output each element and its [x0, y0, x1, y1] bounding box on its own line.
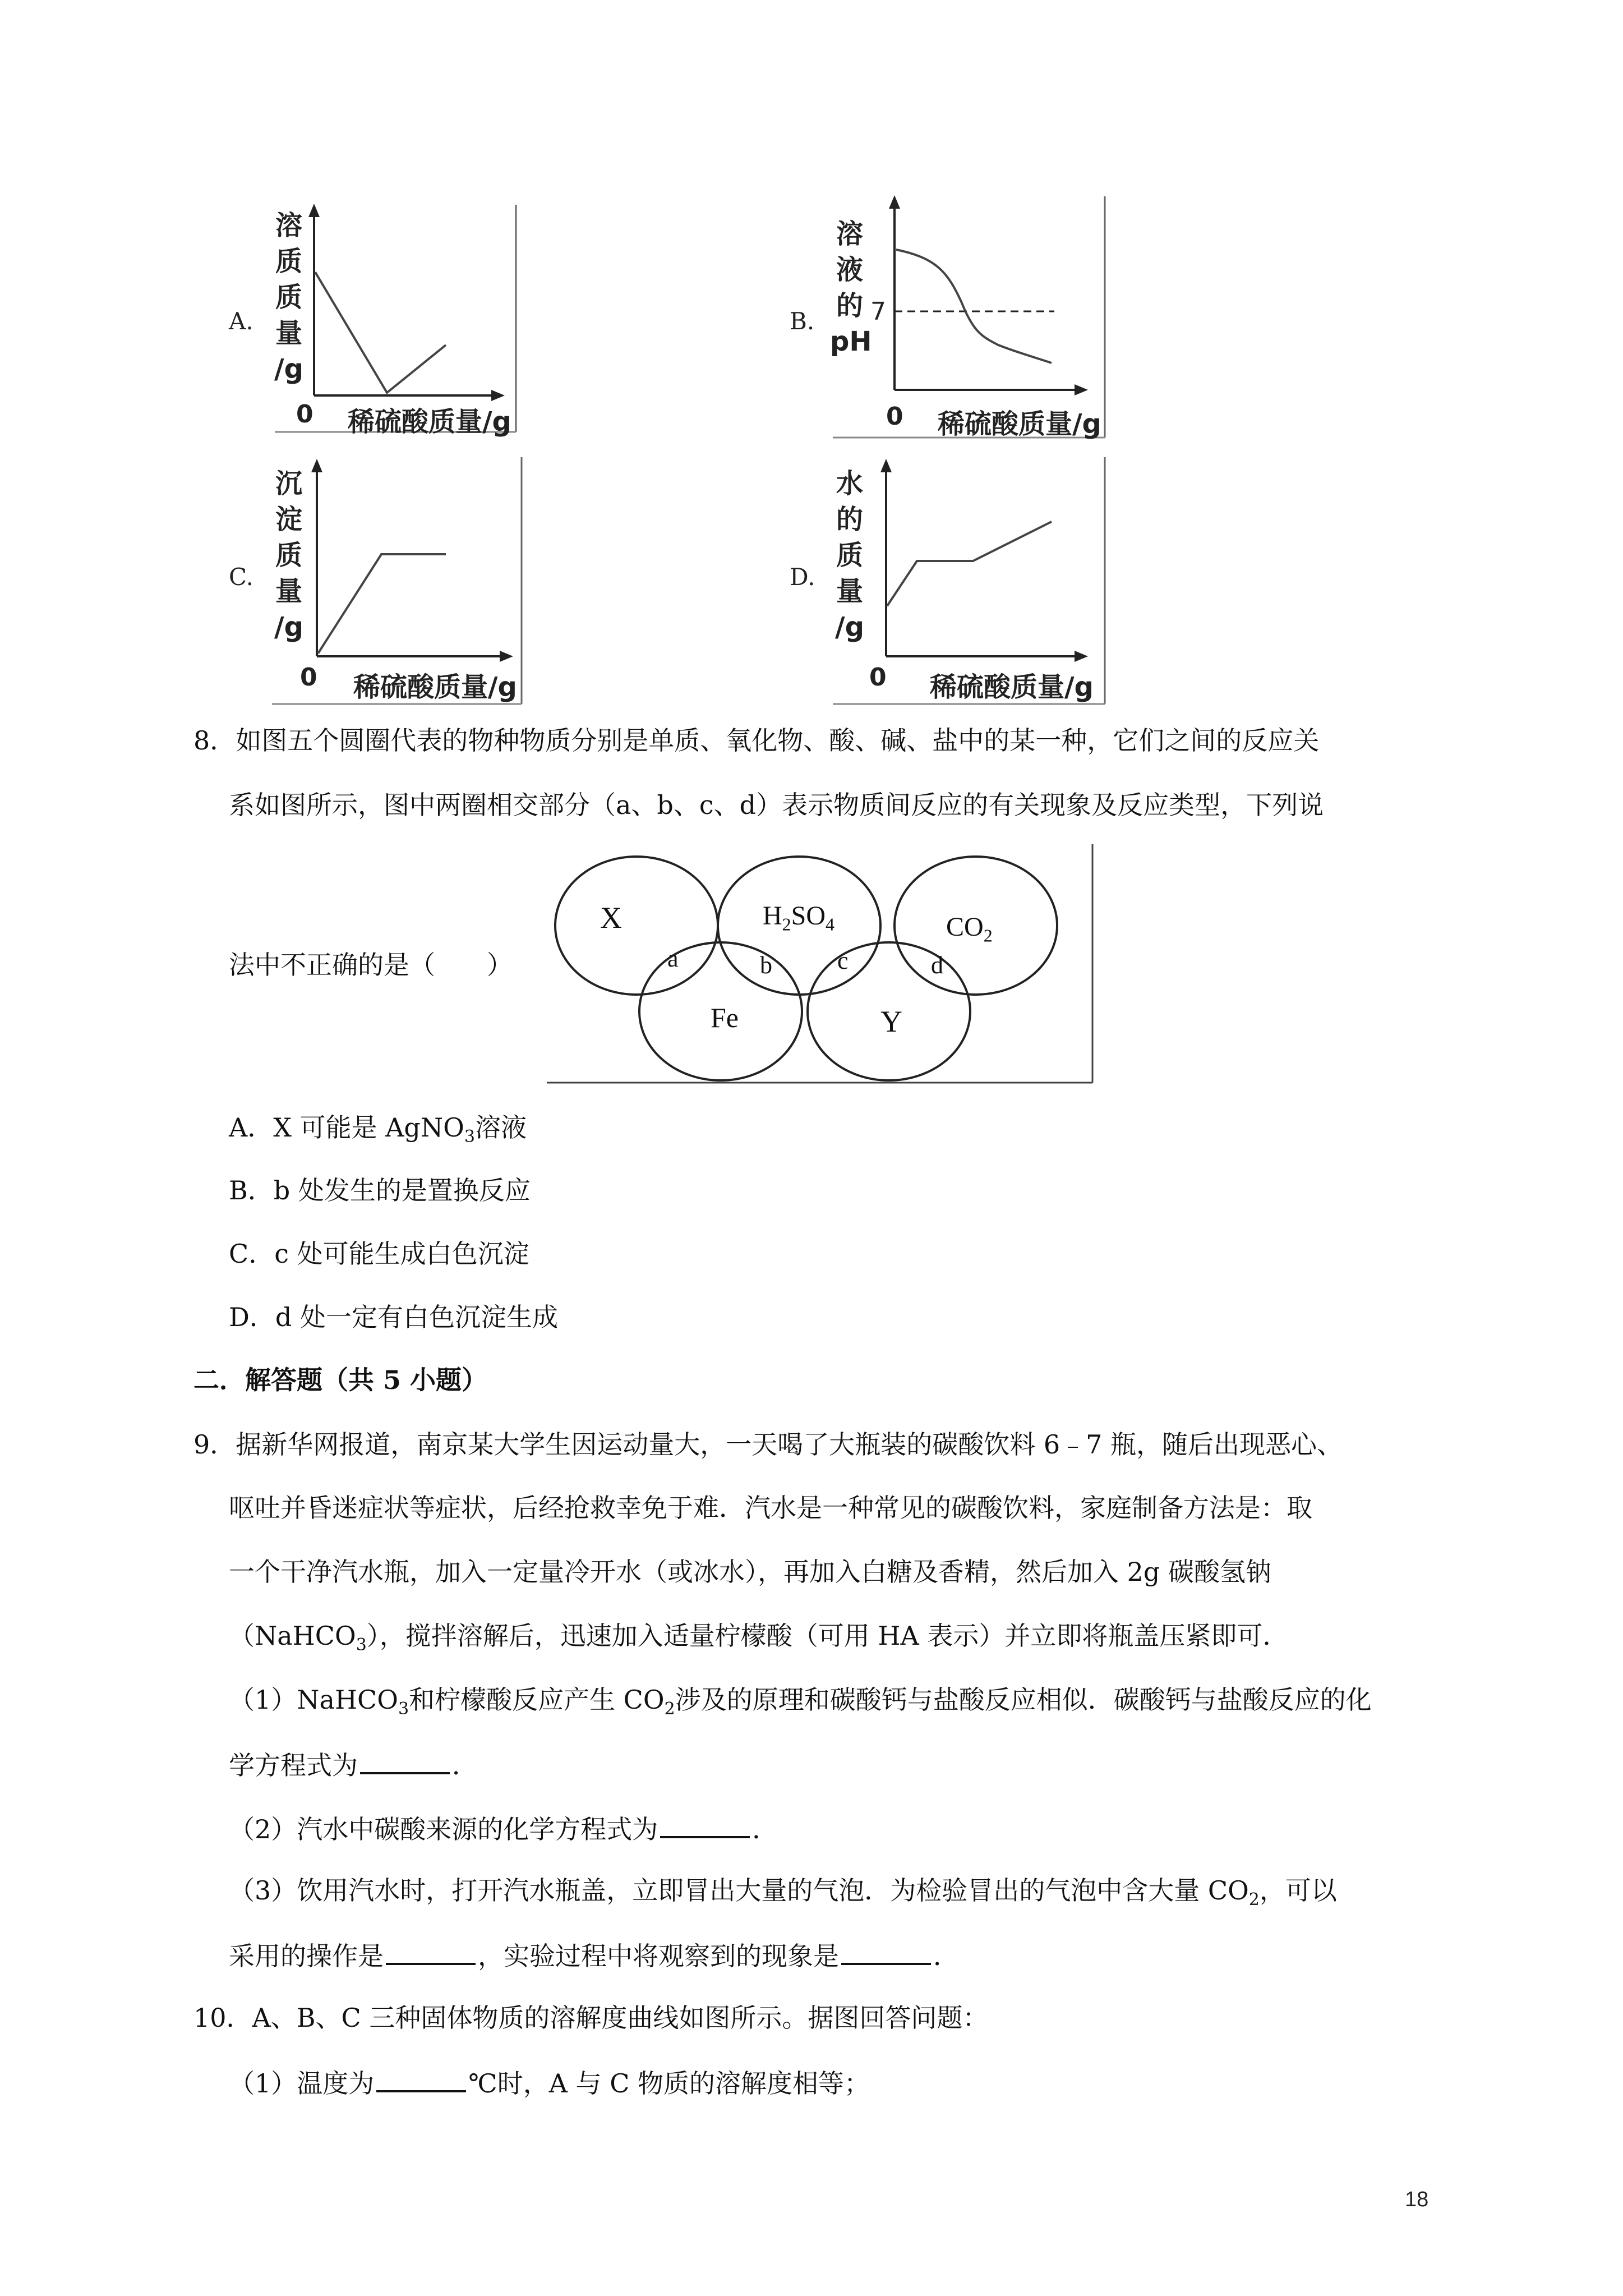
graph-a-origin: 0 [296, 400, 313, 429]
q9-line-2: 呕吐并昏迷症状等症状，后经抢救幸免于难．汽水是一种常见的碳酸饮料，家庭制备方法是：取 [229, 1493, 1312, 1523]
graph-a-xlabel: 稀硫酸质量/g [348, 406, 511, 438]
graph-c-ylabel: 沉 淀 质 量 /g [274, 468, 303, 643]
q9-line-4: （NaHCO$_3$），搅拌溶解后，迅速加入适量柠檬酸（可用 HA 表示）并立即将瓶盖压紧即可． [229, 1621, 1289, 1655]
page-number: 18 [1405, 2188, 1429, 2211]
venn-svg [541, 844, 1096, 1085]
graph-b-xlabel: 稀硫酸质量/g [938, 408, 1101, 440]
q9-part-3-cont: 采用的操作是 ，实验过程中将观察到的现象是 ． [229, 1937, 959, 1973]
graph-c-origin: 0 [300, 663, 317, 692]
q9-part-1-blank[interactable] [360, 1746, 450, 1774]
graph-c [269, 454, 527, 707]
q10-line-1: 10．A、B、C 三种固体物质的溶解度曲线如图所示。据图回答问题： [193, 2003, 989, 2033]
q9-part-2-blank[interactable] [660, 1810, 750, 1838]
graph-a-ylabel: 溶 质 质 量 /g [274, 210, 303, 385]
q9-line-1: 9．据新华网报道，南京某大学生因运动量大，一天喝了大瓶装的碳酸饮料 6﹣7 瓶，随后出现恶心、 [193, 1429, 1343, 1460]
q9-part-2: （2）汽水中碳酸来源的化学方程式为 ． [229, 1810, 778, 1846]
graph-b [830, 194, 1110, 440]
venn-label-x: X [600, 901, 622, 935]
q8-option-b: B．b 处发生的是置换反应 [229, 1175, 531, 1205]
graph-d [830, 454, 1110, 707]
q8-line-3: 法中不正确的是（ ） [229, 950, 513, 980]
q8-option-d: D．d 处一定有白色沉淀生成 [229, 1302, 558, 1332]
venn-label-a: a [667, 945, 679, 972]
graph-b-tick-7: 7 [870, 297, 886, 326]
q10-part-1: （1）温度为 ℃时，A 与 C 物质的溶解度相等； [229, 2064, 870, 2100]
venn-label-fe: Fe [711, 1002, 739, 1033]
q8-option-c: C．c 处可能生成白色沉淀 [229, 1239, 529, 1269]
venn-label-h2so4: $H_2SO_4$ [763, 901, 835, 935]
section-2-heading: 二．解答题（共 5 小题） [193, 1365, 488, 1395]
venn-label-b: b [760, 951, 772, 979]
q9-line-3: 一个干净汽水瓶，加入一定量冷开水（或冰水），再加入白糖及香精，然后加入 2g 碳酸氢钠 [229, 1557, 1271, 1587]
graph-d-xlabel: 稀硫酸质量/g [930, 671, 1094, 703]
q9-part-1: （1）NaHCO$_3$和柠檬酸反应产生 $CO_2$涉及的原理和碳酸钙与盐酸反应相似．碳酸钙与盐酸反应的化 [229, 1685, 1372, 1719]
q9-part-3-blank-1[interactable] [386, 1937, 476, 1965]
q8-line-1: 8．如图五个圆圈代表的物种物质分别是单质、氧化物、酸、碱、盐中的某一种，它们之间的反应关 [193, 725, 1320, 756]
graph-a [269, 199, 527, 438]
q9-part-3-blank-2[interactable] [841, 1937, 931, 1965]
venn-diagram [541, 844, 1096, 1085]
option-d-letter: D. [790, 563, 815, 591]
venn-label-y: Y [880, 1005, 902, 1038]
graph-b-ylabel: 溶 液 的 pH [830, 218, 872, 357]
option-a-letter: A. [229, 307, 253, 335]
venn-label-c: c [837, 947, 849, 974]
q8-option-a: A．X 可能是 AgNO$_3$溶液 [229, 1112, 527, 1147]
graph-b-origin: 0 [886, 402, 903, 431]
q10-part-1-blank[interactable] [376, 2064, 466, 2092]
graph-c-xlabel: 稀硫酸质量/g [353, 671, 517, 703]
q8-line-2: 系如图所示，图中两圈相交部分（a、b、c、d）表示物质间反应的有关现象及反应类型，下列说 [229, 790, 1324, 820]
graph-d-origin: 0 [869, 663, 887, 692]
q9-part-1-cont: 学方程式为 ． [229, 1746, 478, 1782]
venn-label-d: d [931, 951, 943, 979]
q9-part-3: （3）饮用汽水时，打开汽水瓶盖，立即冒出大量的气泡．为检验冒出的气泡中含大量 $CO_2$，可以 [229, 1875, 1337, 1910]
option-c-letter: C. [229, 563, 253, 591]
graph-d-ylabel: 水 的 质 量 /g [835, 468, 864, 643]
venn-label-co2: $CO_2$ [946, 912, 993, 946]
option-b-letter: B. [790, 307, 815, 335]
